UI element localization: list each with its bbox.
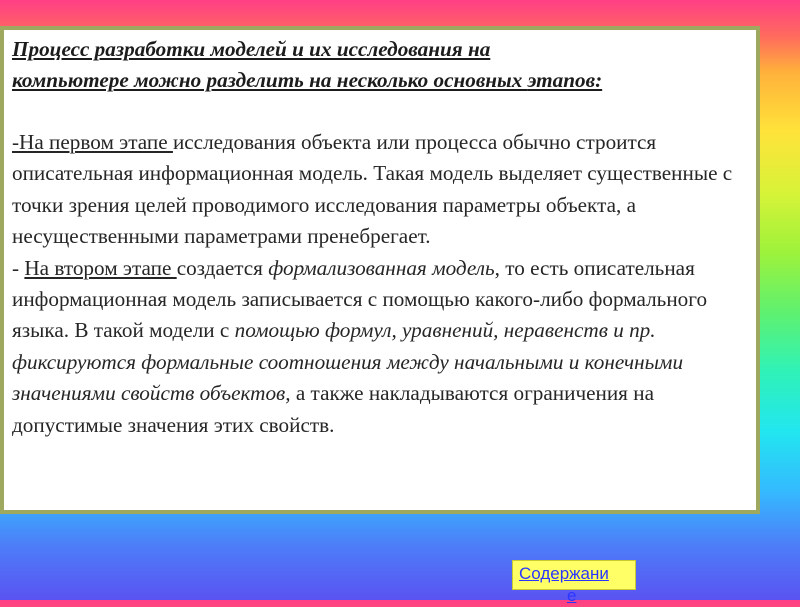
stage-2-text-2: , то есть описательная информационная модель записывается с помощью какого-либо формального языка. В такой модели с — [12, 255, 708, 343]
stage-1-text: исследования объекта или процесса обычно строится описательная информационная модель. Такая модель выделяет существенные с точки зрения целей проводимого исследования параметры объекта, а несущественными параметрами пренебрегает. — [12, 130, 733, 249]
slide-heading — [12, 34, 744, 96]
stage-1-lead: -На первом этапе — [12, 130, 173, 154]
stage-2-text-1: создается — [176, 255, 269, 280]
stage-2-text-3: а также накладываются ограничения на допустимые значения этих свойств. — [12, 381, 654, 437]
stage-1-paragraph — [12, 127, 744, 253]
heading-stages-word: этапов: — [527, 68, 603, 92]
stage-2-paragraph — [12, 253, 744, 441]
content-box — [0, 26, 760, 514]
contents-label-1: Содержани — [519, 564, 609, 583]
heading-line-2: компьютере можно разделить на несколько основных — [12, 68, 528, 92]
heading-line-1: Процесс разработки моделей и их исследования на — [12, 37, 491, 61]
stage-2-dash: - — [12, 255, 25, 280]
stage-2-lead: На втором этапе — [24, 255, 177, 280]
contents-label-2: е — [567, 586, 577, 605]
stage-2-term: формализованная модель — [268, 255, 495, 280]
contents-button[interactable] — [512, 560, 636, 605]
stage-2-italic-tail: помощью формул, уравнений, неравенств и пр. фиксируются формальные соотношения между начальными и конечными значениями свойств объектов, — [12, 318, 684, 406]
spacer — [12, 96, 744, 127]
